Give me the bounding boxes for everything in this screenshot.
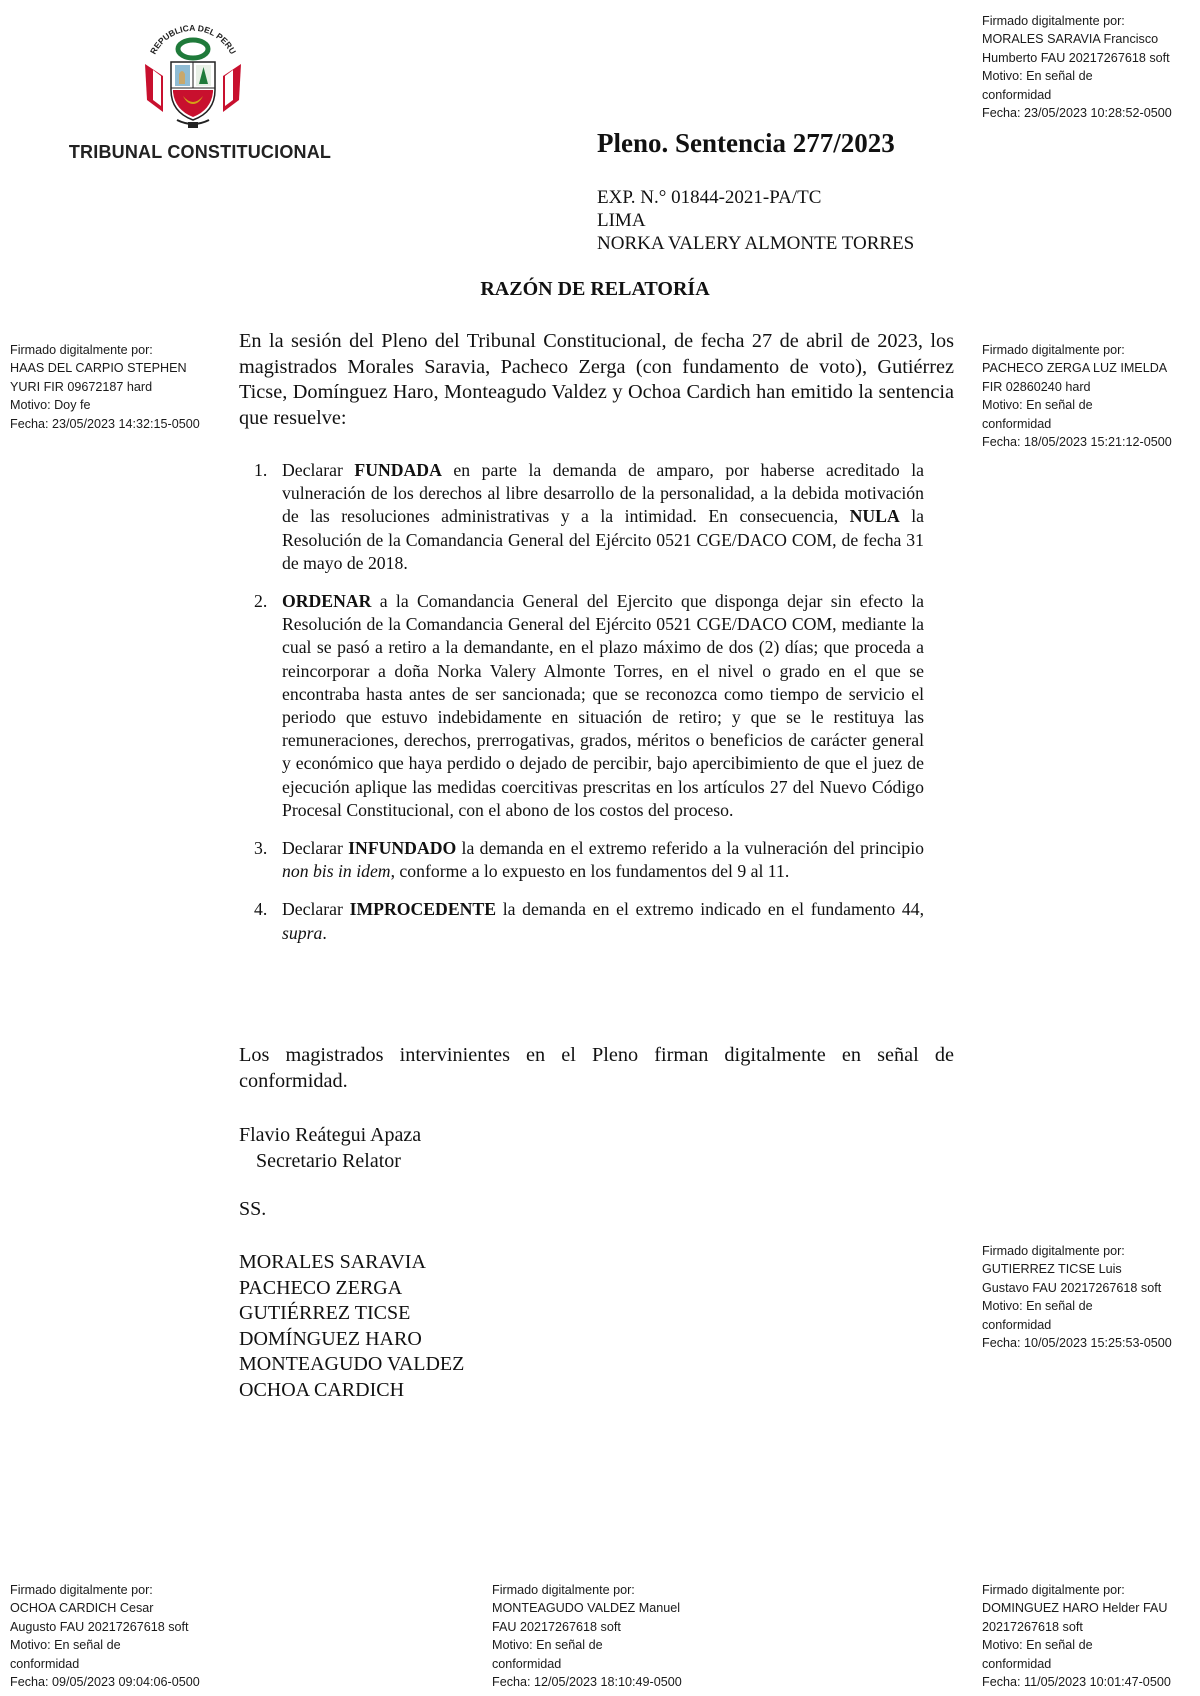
magistrate-name: GUTIÉRREZ TICSE [239,1302,411,1325]
signature-line: Firmado digitalmente por: [10,1583,153,1597]
digital-signature-gutierrez-ticse [982,1242,1194,1352]
resolution-item [254,898,924,944]
signature-line: Fecha: 23/05/2023 10:28:52-0500 [982,106,1172,121]
intro-paragraph: En la sesión del Pleno del Tribunal Constitucional, de fecha 27 de abril de 2023, los magistrados Morales Saravia, Pacheco Zerga (con fundamento de voto), Gutiérrez Ticse, Domínguez Haro, Monteagudo Valdez y Ochoa Cardich han emitido la sentencia que resuelve: [239,330,954,429]
resolution-number: 4. [254,899,268,920]
case-identification [597,186,914,255]
signature-line: Firmado digitalmente por: [10,343,153,357]
resolution-text: la Resolución de la Comandancia General del Ejército 0521 CGE/DACO COM, de fecha 31 de mayo de 2018. [282,506,924,573]
signature-line: Firmado digitalmente por: [982,14,1125,28]
ss-label: SS. [239,1198,267,1220]
resolution-verdict: ORDENAR [282,591,372,612]
signature-line: FAU 20217267618 soft [492,1619,621,1634]
signature-line: DOMINGUEZ HARO Helder FAU [982,1601,1168,1616]
digital-signature-pacheco-zerga [982,341,1194,451]
resolution-text: Declarar [282,899,350,920]
signature-line: Fecha: 11/05/2023 10:01:47-0500 [982,1675,1171,1690]
signature-line: Motivo: En señal de [492,1638,603,1653]
resolution-text: la demanda en el extremo indicado en el fundamento 44, [496,899,924,920]
resolution-item [254,590,924,822]
signature-line: PACHECO ZERGA LUZ IMELDA [982,361,1168,376]
signature-line: Firmado digitalmente por: [982,1583,1125,1597]
signature-line: Fecha: 18/05/2023 15:21:12-0500 [982,435,1172,450]
signature-line: Fecha: 23/05/2023 14:32:15-0500 [10,416,200,431]
digital-signature-haas-del-carpio [10,341,225,433]
digital-signature-monteagudo-valdez [492,1581,707,1691]
resolution-text: Declarar [282,460,355,480]
magistrate-name: DOMÍNGUEZ HARO [239,1327,422,1350]
resolution-verdict: INFUNDADO [348,838,457,859]
signature-line: Firmado digitalmente por: [982,1244,1125,1258]
sentencia-title: Pleno. Sentencia 277/2023 [597,128,895,158]
signature-line: Gustavo FAU 20217267618 soft [982,1280,1162,1295]
signature-line: Fecha: 10/05/2023 15:25:53-0500 [982,1336,1172,1351]
magistrate-name: OCHOA CARDICH [239,1378,405,1401]
case-city: LIMA [597,210,646,231]
resolution-text: Declarar [282,838,349,859]
signature-line: conformidad [982,87,1052,102]
signature-line: FIR 02860240 hard [982,379,1091,394]
resolution-verdict: FUNDADA [354,460,442,480]
signature-line: Motivo: En señal de [982,1638,1093,1653]
magistrate-list [239,1250,464,1404]
resolution-verdict: IMPROCEDENTE [349,899,497,920]
resolution-text: . [322,922,327,943]
resolution-text: la demanda en el extremo referido a la vulneración del principio [456,838,925,859]
resolution-text: , conforme a lo expuesto en los fundamentos del 9 al 11. [390,861,790,882]
signature-line: OCHOA CARDICH Cesar [10,1601,154,1616]
signature-line: Augusto FAU 20217267618 soft [10,1619,189,1634]
case-party: NORKA VALERY ALMONTE TORRES [597,233,915,254]
signature-line: conformidad [982,416,1052,431]
peru-coat-of-arms-icon [133,16,253,132]
latin-term: supra [282,922,323,943]
resolution-number: 3. [254,838,268,859]
crest-legend: REPUBLICA DEL PERU [147,22,239,56]
signature-line: HAAS DEL CARPIO STEPHEN [10,361,187,376]
signature-line: Motivo: En señal de [982,69,1093,84]
signature-line: Fecha: 09/05/2023 09:04:06-0500 [10,1675,200,1690]
resolution-item [254,837,925,883]
signature-line: Motivo: En señal de [982,398,1093,413]
digital-signature-morales-saravia [982,12,1194,122]
secretary-block [239,1122,421,1174]
signature-line: MONTEAGUDO VALDEZ Manuel [492,1601,681,1616]
secretary-role: Secretario Relator [256,1150,401,1172]
magistrate-name: PACHECO ZERGA [239,1276,403,1299]
signature-line: Firmado digitalmente por: [982,343,1125,357]
signature-line: Motivo: Doy fe [10,398,91,413]
closing-paragraph: Los magistrados intervinientes en el Pleno firman digitalmente en señal de conformidad. [239,1044,954,1092]
digital-signature-ochoa-cardich [10,1581,225,1691]
resolution-item [254,459,924,575]
signature-line: conformidad [982,1656,1052,1671]
signature-line: Firmado digitalmente por: [492,1583,635,1597]
signature-line: Motivo: En señal de [982,1299,1093,1314]
resolution-verdict: NULA [849,506,900,527]
resolution-number: 2. [254,591,268,612]
signature-line: 20217267618 soft [982,1619,1083,1634]
signature-line: Fecha: 12/05/2023 18:10:49-0500 [492,1675,682,1690]
section-title: RAZÓN DE RELATORÍA [480,278,710,300]
signature-line: conformidad [982,1317,1052,1332]
signature-line: Motivo: En señal de [10,1638,121,1653]
secretary-name: Flavio Reátegui Apaza [239,1124,422,1146]
institution-name: TRIBUNAL CONSTITUCIONAL [68,142,332,162]
magistrate-name: MORALES SARAVIA [239,1251,426,1273]
digital-signature-dominguez-haro [982,1581,1194,1691]
signature-line: Humberto FAU 20217267618 soft [982,50,1170,65]
signature-line: GUTIERREZ TICSE Luis [982,1262,1122,1277]
resolution-list [254,459,925,960]
signature-line: conformidad [492,1656,562,1671]
expediente-number: EXP. N.° 01844-2021-PA/TC [597,187,822,208]
signature-line: conformidad [10,1656,80,1671]
resolution-text: a la Comandancia General del Ejercito que disponga dejar sin efecto la Resolución de la Comandancia General del Ejército 0521 CGE/DACO COM, mediante la cual se pasó a retiro a la demandante, en el plazo máximo de dos (2) días; que proceda a reincorporar a doña Norka Valery Almonte Torres, en el nivel o grado en el que se encontraba hasta antes de ser sancionada; que se reconozca como tiempo de servicio el periodo que estuvo indebidamente en situación de retiro; y que se le restituya las remuneraciones, derechos, prerrogativas, grados, méritos o beneficios de carácter general y económico que haya perdido o dejado de percibir, bajo apercibimiento de que el juez de ejecución aplique las medidas coercitivas prescritas en los artículos 27 del Nuevo Código Procesal Constitucional, con el abono de los costos del proceso. [282,591,924,820]
resolution-text: en parte la demanda de amparo, por haberse acreditado la vulneración de los derechos al libre desarrollo de la personalidad, a la debida motivación de las resoluciones administrativas y a la intimidad. En consecuencia, [282,460,924,527]
resolution-number: 1. [254,460,268,480]
signature-line: MORALES SARAVIA Francisco [982,32,1159,47]
magistrate-name: MONTEAGUDO VALDEZ [239,1353,465,1376]
latin-term: non bis in idem [282,861,391,882]
signature-line: YURI FIR 09672187 hard [10,379,153,394]
